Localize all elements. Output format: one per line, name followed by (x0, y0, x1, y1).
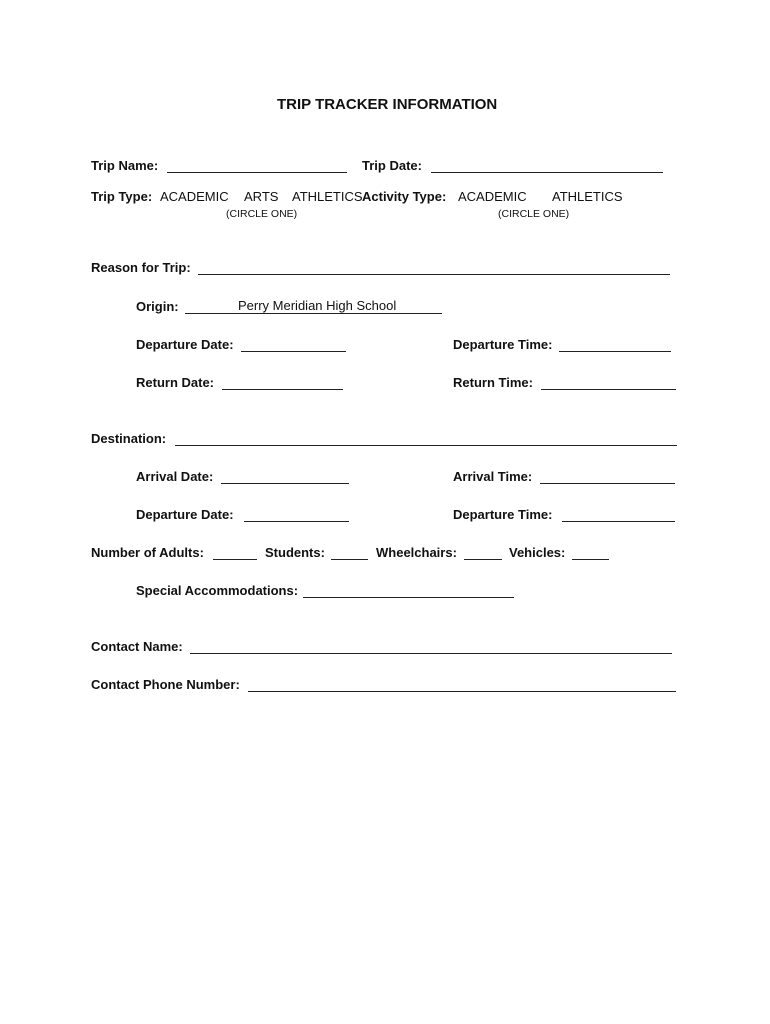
trip-type-option-athletics[interactable]: ATHLETICS (292, 189, 363, 204)
adults-label: Number of Adults: (91, 545, 204, 560)
vehicles-label: Vehicles: (509, 545, 566, 560)
contact-phone-field[interactable] (248, 691, 676, 692)
return-time-label: Return Time: (453, 375, 533, 390)
activity-type-option-academic[interactable]: ACADEMIC (458, 189, 527, 204)
students-label: Students: (265, 545, 325, 560)
departure-date-label: Departure Date: (136, 337, 234, 352)
page-title: TRIP TRACKER INFORMATION (277, 96, 498, 113)
trip-type-option-arts[interactable]: ARTS (244, 189, 279, 204)
dest-departure-time-field[interactable] (562, 521, 675, 522)
reason-label: Reason for Trip: (91, 260, 191, 275)
trip-type-circle-hint: (CIRCLE ONE) (226, 208, 298, 220)
trip-date-field[interactable] (431, 172, 663, 173)
reason-field[interactable] (198, 274, 670, 275)
dest-departure-date-field[interactable] (244, 521, 349, 522)
activity-type-circle-hint: (CIRCLE ONE) (498, 208, 570, 220)
trip-type-option-academic[interactable]: ACADEMIC (160, 189, 229, 204)
trip-date-label: Trip Date: (362, 158, 422, 173)
destination-label: Destination: (91, 431, 167, 446)
wheelchairs-label: Wheelchairs: (376, 545, 457, 560)
return-time-field[interactable] (541, 389, 676, 390)
activity-type-label: Activity Type: (362, 189, 447, 204)
arrival-time-field[interactable] (540, 483, 675, 484)
vehicles-field[interactable] (572, 559, 609, 560)
wheelchairs-field[interactable] (464, 559, 502, 560)
students-field[interactable] (331, 559, 368, 560)
origin-field[interactable] (185, 313, 442, 314)
departure-date-field[interactable] (241, 351, 346, 352)
arrival-date-label: Arrival Date: (136, 469, 214, 484)
activity-type-option-athletics[interactable]: ATHLETICS (552, 189, 623, 204)
origin-value: Perry Meridian High School (238, 298, 397, 313)
dest-departure-time-label: Departure Time: (453, 507, 553, 522)
arrival-time-label: Arrival Time: (453, 469, 533, 484)
contact-name-field[interactable] (190, 653, 672, 654)
return-date-field[interactable] (222, 389, 343, 390)
contact-phone-label: Contact Phone Number: (91, 677, 240, 692)
departure-time-label: Departure Time: (453, 337, 553, 352)
trip-name-field[interactable] (167, 172, 347, 173)
trip-type-label: Trip Type: (91, 189, 153, 204)
arrival-date-field[interactable] (221, 483, 349, 484)
special-accommodations-field[interactable] (303, 597, 514, 598)
adults-field[interactable] (213, 559, 257, 560)
contact-name-label: Contact Name: (91, 639, 183, 654)
destination-field[interactable] (175, 445, 677, 446)
special-accommodations-label: Special Accommodations: (136, 583, 299, 598)
departure-time-field[interactable] (559, 351, 671, 352)
dest-departure-date-label: Departure Date: (136, 507, 234, 522)
return-date-label: Return Date: (136, 375, 215, 390)
trip-name-label: Trip Name: (91, 158, 159, 173)
origin-label: Origin: (136, 299, 179, 314)
